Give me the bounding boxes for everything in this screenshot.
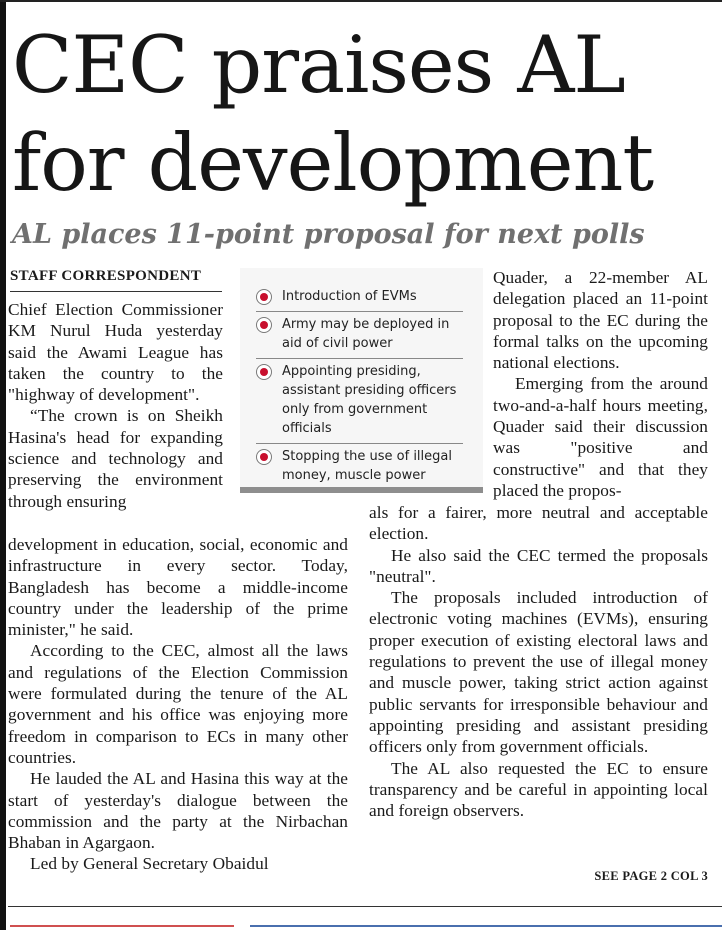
key-point bbox=[256, 312, 463, 359]
left-edge-rule bbox=[0, 0, 6, 930]
body-paragraph: Led by General Secretary Obaidul bbox=[30, 854, 269, 874]
body-paragraph: He lauded the AL and Hasina this way at the start of yesterday's dialogue between the commission and the party at the Nirbachan Bhaban in Agargaon. bbox=[8, 769, 348, 853]
bottom-blue-rule bbox=[250, 925, 722, 927]
body-paragraph: Chief Election Commissioner KM Nurul Huda yesterday said the Awami League has taken the country to the "highway of development". bbox=[8, 300, 223, 405]
subheadline: AL places 11-point proposal for next polls bbox=[12, 219, 645, 250]
red-bullet-icon bbox=[256, 317, 272, 333]
red-bullet-icon bbox=[256, 449, 272, 465]
column-2-3-lower bbox=[369, 502, 708, 821]
key-point-text: Army may be deployed in aid of civil power bbox=[282, 317, 450, 351]
headline: CEC praises AL for development bbox=[12, 19, 654, 209]
key-points-box bbox=[240, 268, 483, 493]
bottom-red-rule bbox=[10, 925, 234, 927]
key-point-text: Stopping the use of illegal money, muscle power bbox=[282, 449, 452, 483]
body-paragraph: He also said the CEC termed the proposals "neutral". bbox=[369, 545, 708, 586]
key-point-text: Introduction of EVMs bbox=[282, 289, 417, 304]
key-point-text: Appointing presiding, assistant presiding officers only from government officials bbox=[282, 364, 457, 436]
column-1-lower bbox=[8, 534, 348, 875]
byline-rule bbox=[10, 291, 222, 292]
red-bullet-icon bbox=[256, 364, 272, 380]
column-1-upper bbox=[8, 299, 223, 512]
column-3-upper bbox=[493, 267, 708, 501]
red-bullet-icon bbox=[256, 289, 272, 305]
continued-on-page-link[interactable]: SEE PAGE 2 COL 3 bbox=[594, 869, 708, 883]
body-paragraph: Quader, a 22-member AL delegation placed an 11-point proposal to the EC during the formal talks on the upcoming national elections. bbox=[493, 268, 708, 373]
body-paragraph: According to the CEC, almost all the laws and regulations of the Election Commission were formulated during the tenure of the AL government and his office was enjoying more freedom in comparison to ECs in many other countries. bbox=[8, 641, 348, 767]
byline: STAFF CORRESPONDENT bbox=[10, 268, 202, 284]
key-point bbox=[256, 284, 463, 312]
body-paragraph: Emerging from the around two-and-a-half hours meeting, Quader said their discussion was "positive and constructive" and that they placed the propos- bbox=[493, 374, 708, 500]
body-paragraph: The AL also requested the EC to ensure transparency and be careful in appointing local and foreign observers. bbox=[369, 758, 708, 821]
body-paragraph: The proposals included introduction of electronic voting machines (EVMs), ensuring proper execution of existing electoral laws and regulations to prevent the use of illegal money and muscle power, taking strict action against public servants for irresponsible behaviour and appointing presiding and assistant presiding officers only from government officials. bbox=[369, 588, 708, 757]
top-rule bbox=[0, 0, 722, 2]
key-point bbox=[256, 444, 463, 490]
body-paragraph: als for a fairer, more neutral and acceptable election. bbox=[369, 503, 708, 544]
bottom-rule bbox=[8, 906, 722, 907]
body-paragraph: “The crown is on Sheikh Hasina's head for expanding science and technology and preserving the environment through ensuring bbox=[8, 406, 223, 511]
body-paragraph: development in education, social, economic and infrastructure in every sector. Today, Bangladesh has become a middle-income country under the leadership of the prime minister," he said. bbox=[8, 535, 348, 640]
key-point bbox=[256, 359, 463, 444]
